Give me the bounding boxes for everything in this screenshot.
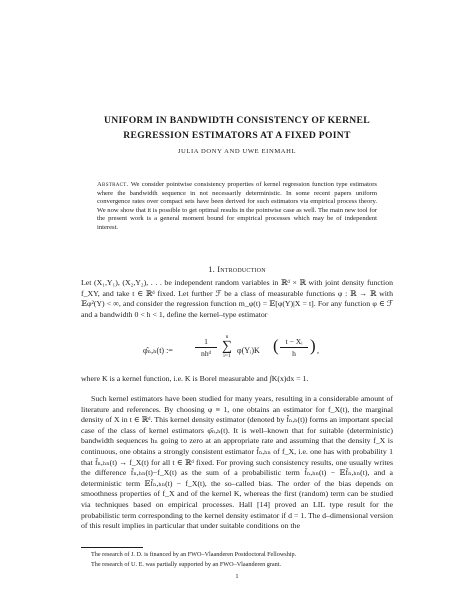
footnote-1: The research of J. D. is financed by an FWO–Vlaanderen Postdoctoral Fellowship. [91, 551, 297, 558]
footnote-rule [81, 547, 143, 548]
authors: JULIA DONY AND UWE EINMAHL [177, 148, 297, 155]
equation-open-paren: ( [273, 336, 279, 355]
paper-title [60, 113, 414, 143]
title-line-1: UNIFORM IN BANDWIDTH CONSISTENCY OF KERNEL [104, 115, 370, 126]
equation-end: , [317, 346, 319, 355]
argument-denominator: h [292, 349, 296, 358]
equation-fraction [195, 337, 217, 358]
intro-paragraph-1: Let (X₁,Y₁), (X₂,Y₂), . . . be independent random variables in ℝᵈ × ℝ with joint density function f_XY, and take t ∈ ℝᵈ fixed. Let further ℱ be a class of measurable functions φ : ℝ → ℝ with 𝔼φ²(Y) < ∞, and consider the regression function m_φ(t) = 𝔼[φ(Y)|X = t]. For any function φ ∈ ℱ and a bandwidth 0 < h < 1, define the kernel–type estimator [81, 278, 393, 319]
equation-term: φ(Yᵢ)K [237, 346, 260, 355]
argument-numerator: t − Xᵢ [285, 337, 303, 346]
sum-lower-limit: i=1 [223, 353, 231, 359]
equation-lhs: φ̂ₙ,ₕ(t) := [143, 346, 173, 355]
equation-fraction-denominator: nhᵈ [201, 349, 211, 358]
abstract-label: Abstract. [97, 181, 129, 188]
intro-paragraph-1-tail: where K is a kernel function, i.e. K is Borel measurable and ∫K(x)dx = 1. [81, 374, 309, 383]
display-equation [81, 333, 393, 367]
page-number: 1 [235, 573, 239, 580]
sum-sigma: ∑ [222, 339, 232, 354]
sum-upper-limit: n [225, 334, 229, 340]
equation-argument-fraction [280, 337, 308, 358]
argument-bar [280, 347, 308, 348]
title-line-2: REGRESSION ESTIMATORS AT A FIXED POINT [123, 130, 351, 141]
equation-fraction-numerator: 1 [204, 337, 208, 346]
equation-fraction-bar [195, 347, 217, 348]
section-heading [60, 265, 414, 274]
equation-summation [221, 334, 233, 359]
intro-paragraph-2: Such kernel estimators have been studied for many years, resulting in a considerable amount of literature and references. By choosing φ ≡ 1, one obtains an estimator for f_X(t), the marginal density of X in t ∈ ℝᵈ. This kernel density estimator (denoted by f̂ₙ,ₕ(t)) forms an important special case of the class of kernel estimators φ̂ₙ,ₕ(t). It is well–known that for suitable (deterministic) bandwidth sequences hₙ going to zero at an appropriate rate and assuming that the density f_X is continuous, one obtains a strongly consistent estimator f̂ₙ,ₕₙ of f_X, i.e. one has with probability 1 that f̂ₙ,ₕₙ(t) → f_X(t) for all t ∈ ℝᵈ fixed. For proving such consistency results, one usually writes the difference f̂ₙ,ₕₙ(t)−f_X(t) as the sum of a probabilistic term f̂ₙ,ₕₙ(t) − 𝔼f̂ₙ,ₕₙ(t), and a deterministic term 𝔼f̂ₙ,ₕₙ(t) − f_X(t), the so–called bias. The order of the bias depends on smoothness properties of f_X and of the kernel K, whereas the first (random) term can be studied via techniques based on empirical processes. Hall [14] proved an LIL type result for the probabilistic term corresponding to the kernel density estimator if d = 1. The d–dimensional version of this result implies in particular that under suitable conditions on the [81, 394, 393, 531]
section-name: Introduction [217, 265, 266, 274]
abstract [97, 181, 377, 232]
abstract-text: We consider pointwise consistency properties of kernel regression function type estimators where the bandwidth sequence in not necessarily deterministic. In some recent papers uniform convergence rates over compact sets have been derived for such estimators via empirical process theory. We now show that it is possible to get optimal results in the pointwise case as well. The main new tool for the present work is a general moment bound for empirical processes which may be of independent interest. [97, 181, 377, 231]
section-number: 1. [208, 265, 215, 274]
equation-close-paren: ) [310, 336, 316, 355]
footnote-2: The research of U. E. was partially supported by an FWO–Vlaanderen grant. [91, 561, 282, 568]
